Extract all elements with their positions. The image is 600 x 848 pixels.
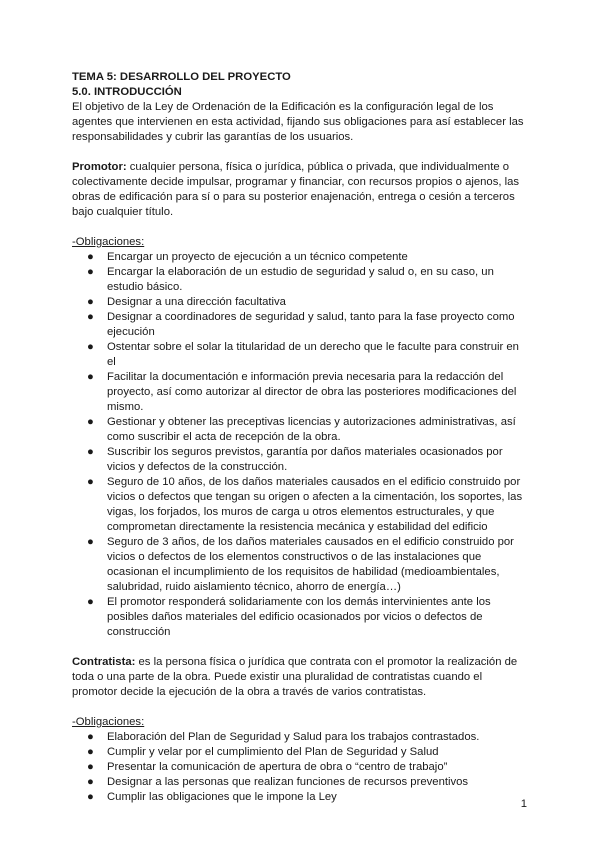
promotor-term: Promotor:	[72, 161, 127, 173]
bullet-icon: ●	[87, 296, 94, 308]
bullet-icon: ●	[87, 371, 94, 383]
list-item-text: Designar a coordinadores de seguridad y salud, tanto para la fase proyecto como ejecución	[107, 311, 515, 338]
spacer	[72, 700, 528, 715]
list-item	[87, 790, 528, 805]
list-item	[87, 295, 528, 310]
list-item	[87, 310, 528, 340]
contratista-paragraph	[72, 655, 528, 700]
list-item	[87, 595, 528, 640]
promotor-definition: cualquier persona, física o jurídica, pública o privada, que individualmente o colectivamente decide impulsar, programar y financiar, con recursos propios o ajenos, las obras de edificación para sí o para su posterior enajenación, entrega o cesión a terceros bajo cualquier título.	[72, 161, 520, 218]
spacer	[72, 640, 528, 655]
list-item	[87, 730, 528, 745]
list-item-text: Encargar la elaboración de un estudio de seguridad y salud o, en su caso, un estudio básico.	[107, 266, 494, 293]
list-item-text: Cumplir y velar por el cumplimiento del Plan de Seguridad y Salud	[107, 746, 439, 758]
page-number: 1	[520, 798, 527, 810]
spacer	[72, 220, 528, 235]
list-item-text: Presentar la comunicación de apertura de obra o “centro de trabajo”	[107, 761, 448, 773]
list-item-text: Encargar un proyecto de ejecución a un técnico competente	[107, 251, 408, 263]
list-item-text: Designar a una dirección facultativa	[107, 296, 286, 308]
list-item-text: Seguro de 10 años, de los daños materiales causados en el edificio construido por vicios o defectos que tengan su origen o afecten a la cimentación, los soportes, las vigas, los forjados, los muros de carga u otros elementos estructurales, y que comprometan directamente la resistencia mecánica y estabilidad del edificio	[107, 476, 523, 533]
bullet-icon: ●	[87, 341, 94, 353]
bullet-icon: ●	[87, 536, 94, 548]
list-item-text: Elaboración del Plan de Seguridad y Salud para los trabajos contrastados.	[107, 731, 480, 743]
list-item	[87, 265, 528, 295]
bullet-icon: ●	[87, 311, 94, 323]
promotor-obligations-list	[72, 250, 528, 640]
bullet-icon: ●	[87, 266, 94, 278]
list-item	[87, 535, 528, 595]
intro-paragraph: El objetivo de la Ley de Ordenación de la Edificación es la configuración legal de los agentes que intervienen en esta actividad, fijando sus obligaciones para así establecer las responsabilidades y cubrir las garantías de los usuarios.	[72, 101, 524, 143]
bullet-icon: ●	[87, 731, 94, 743]
list-item	[87, 415, 528, 445]
bullet-icon: ●	[87, 761, 94, 773]
list-item-text: Suscribir los seguros previstos, garantía por daños materiales ocasionados por vicios y defectos de la construcción.	[107, 446, 503, 473]
list-item	[87, 775, 528, 790]
list-item	[87, 760, 528, 775]
bullet-icon: ●	[87, 446, 94, 458]
section-heading: 5.0. INTRODUCCIÓN	[72, 86, 182, 98]
promotor-paragraph	[72, 160, 528, 220]
document-title: TEMA 5: DESARROLLO DEL PROYECTO	[72, 71, 291, 83]
bullet-icon: ●	[87, 596, 94, 608]
bullet-icon: ●	[87, 746, 94, 758]
list-item	[87, 745, 528, 760]
list-item-text: Seguro de 3 años, de los daños materiales causados en el edificio construido por vicios o defectos de los elementos constructivos o de las instalaciones que ocasionan el incumplimiento de los requisitos de habilidad (medioambientales, salubridad, ruido aislamiento técnico, ahorro de energía…)	[107, 536, 514, 593]
list-item-text: Gestionar y obtener las preceptivas licencias y autorizaciones administrativas, así como suscribir el acta de recepción de la obra.	[107, 416, 516, 443]
bullet-icon: ●	[87, 416, 94, 428]
list-item-text: Designar a las personas que realizan funciones de recursos preventivos	[107, 776, 469, 788]
list-item-text: Facilitar la documentación e información previa necesaria para la redacción del proyecto, así como autorizar al director de obra las posteriores modificaciones del mismo.	[107, 371, 517, 413]
contratista-term: Contratista:	[72, 656, 136, 668]
bullet-icon: ●	[87, 776, 94, 788]
bullet-icon: ●	[87, 791, 94, 803]
spacer	[72, 145, 528, 160]
bullet-icon: ●	[87, 251, 94, 263]
contratista-definition: es la persona física o jurídica que contrata con el promotor la realización de toda o una parte de la obra. Puede existir una pluralidad de contratistas cuando el promotor decide la ejecución de la obra a través de varios contratistas.	[72, 656, 518, 698]
promotor-obligations-label: -Obligaciones:	[72, 236, 145, 248]
list-item-text: Cumplir las obligaciones que le impone la Ley	[107, 791, 337, 803]
list-item	[87, 370, 528, 415]
list-item	[87, 475, 528, 535]
contratista-obligations-list	[72, 730, 528, 805]
list-item-text: El promotor responderá solidariamente con los demás intervinientes ante los posibles daños materiales del edificio ocasionados por vicios o defectos de construcción	[107, 596, 491, 638]
contratista-obligations-label: -Obligaciones:	[72, 716, 145, 728]
list-item	[87, 340, 528, 370]
list-item	[87, 250, 528, 265]
list-item	[87, 445, 528, 475]
bullet-icon: ●	[87, 476, 94, 488]
list-item-text: Ostentar sobre el solar la titularidad de un derecho que le faculte para construir en el	[107, 341, 519, 368]
